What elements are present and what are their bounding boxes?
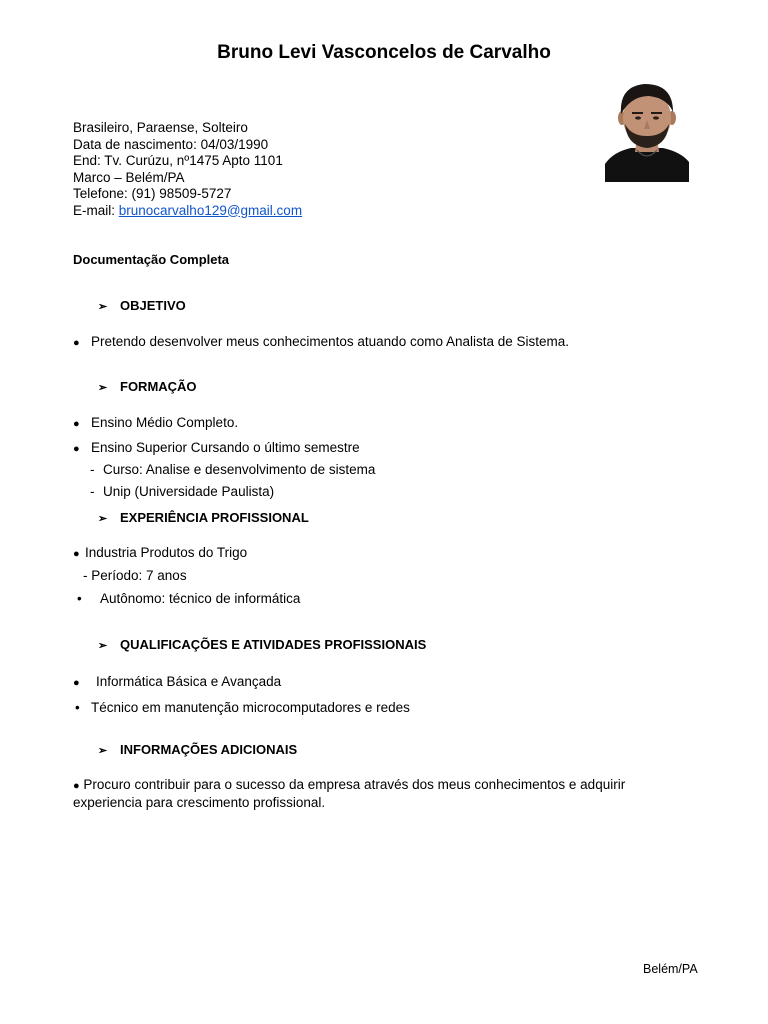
list-item <box>75 700 410 715</box>
section-title: QUALIFICAÇÕES E ATIVIDADES PROFISSIONAIS <box>120 637 427 652</box>
list-item <box>73 545 247 560</box>
bullet-icon: ● <box>73 677 80 689</box>
address-line: End: Tv. Curúzu, nº1475 Apto 1101 <box>73 153 283 168</box>
contact-block <box>73 120 302 219</box>
birth-date-line: Data de nascimento: 04/03/1990 <box>73 136 269 152</box>
experiencia-period: - Período: 7 anos <box>83 568 187 583</box>
bullet-icon: ● <box>73 418 80 430</box>
objetivo-text: Pretendo desenvolver meus conhecimentos atuando como Analista de Sistema. <box>91 334 570 349</box>
dash-marker: - <box>90 462 95 477</box>
nationality-line: Brasileiro, Paraense, Solteiro <box>73 120 248 135</box>
experiencia-item-2: Autônomo: técnico de informática <box>100 591 301 606</box>
arrow-bullet-icon: ➢ <box>98 301 108 313</box>
email-label: E-mail: <box>73 202 119 218</box>
email-link[interactable]: brunocarvalho129@gmail.com <box>118 202 303 218</box>
list-subitem <box>90 462 375 477</box>
email-line <box>73 203 302 220</box>
formacao-item-1: Ensino Médio Completo. <box>91 415 239 430</box>
adicionais-text: Procuro contribuir para o sucesso da empresa através dos meus conhecimentos e adquirir experiencia para crescimento profissional. <box>73 777 626 810</box>
section-title: INFORMAÇÕES ADICIONAIS <box>120 742 298 757</box>
section-experiencia-heading <box>98 510 309 525</box>
list-item <box>77 591 300 606</box>
qualificacoes-item-2: Técnico em manutenção microcomputadores e redes <box>91 700 410 715</box>
section-adicionais-heading <box>98 742 297 757</box>
small-bullet-icon: • <box>75 700 80 715</box>
small-bullet-icon: • <box>77 591 82 606</box>
list-subitem <box>90 484 274 499</box>
section-qualificacoes-heading <box>98 637 426 652</box>
qualificacoes-item-1: Informática Básica e Avançada <box>96 674 282 689</box>
list-item <box>73 415 238 430</box>
section-formacao-heading <box>98 379 197 394</box>
formacao-item-2: Ensino Superior Cursando o último semestre <box>91 440 360 455</box>
dash-marker: - <box>90 484 95 499</box>
list-item <box>73 440 360 455</box>
section-title: FORMAÇÃO <box>120 379 197 394</box>
list-item <box>73 334 569 349</box>
bullet-icon: ● <box>73 780 80 792</box>
section-objetivo-heading <box>98 298 186 313</box>
formacao-sub-1: Curso: Analise e desenvolvimento de sistema <box>103 462 376 477</box>
formacao-sub-2: Unip (Universidade Paulista) <box>103 484 275 499</box>
experiencia-item-1: Industria Produtos do Trigo <box>85 545 248 560</box>
footer-location: Belém/PA <box>643 962 698 976</box>
arrow-bullet-icon: ➢ <box>98 382 108 394</box>
city-line: Marco – Belém/PA <box>73 169 185 185</box>
bullet-icon: ● <box>73 548 80 560</box>
list-item <box>73 777 693 811</box>
section-title: OBJETIVO <box>120 298 186 313</box>
documentation-heading: Documentação Completa <box>73 252 230 267</box>
bullet-icon: ● <box>73 443 80 455</box>
resume-name: Bruno Levi Vasconcelos de Carvalho <box>217 42 551 63</box>
arrow-bullet-icon: ➢ <box>98 745 108 757</box>
arrow-bullet-icon: ➢ <box>98 640 108 652</box>
bullet-icon: ● <box>73 337 80 349</box>
section-title: EXPERIÊNCIA PROFISSIONAL <box>120 510 309 525</box>
profile-photo <box>605 80 689 182</box>
list-item <box>73 674 281 689</box>
arrow-bullet-icon: ➢ <box>98 513 108 525</box>
phone-line: Telefone: (91) 98509-5727 <box>73 186 232 201</box>
